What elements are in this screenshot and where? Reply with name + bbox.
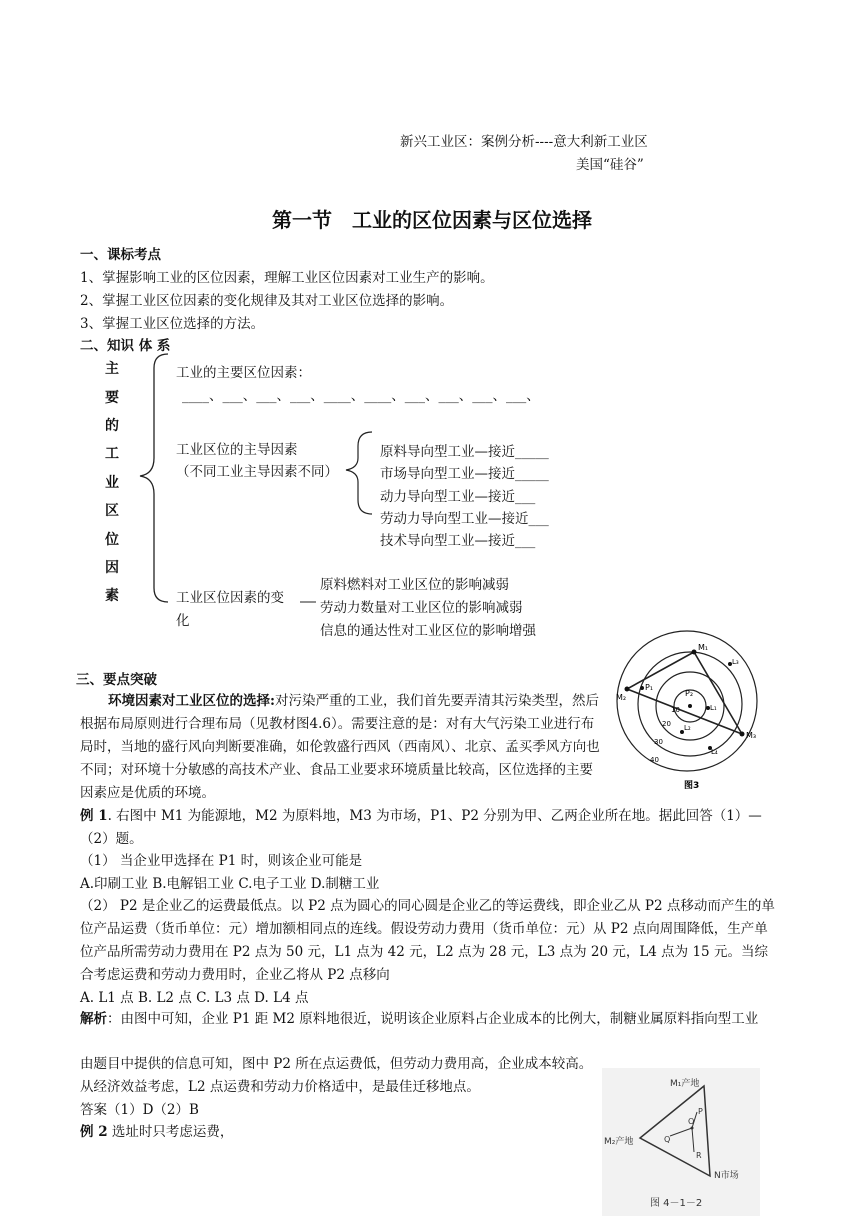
dominant-item: 劳动力导向型工业—接近___ bbox=[380, 511, 549, 527]
fig3-label-l3: L₃ bbox=[732, 658, 739, 666]
fig412-label-r: R bbox=[696, 1151, 702, 1160]
env-paragraph bbox=[80, 690, 600, 805]
dominant-factor-note: （不同工业主导因素不同） bbox=[176, 464, 338, 480]
section2-heading: 二、知识 体 系 bbox=[80, 338, 171, 354]
fig3-label-l2: L₂ bbox=[684, 724, 691, 732]
vertical-char: 的 bbox=[105, 418, 119, 434]
change-item: 信息的通达性对工业区位的影响增强 bbox=[320, 623, 536, 639]
section1-heading: 一、课标考点 bbox=[80, 247, 161, 263]
example1 bbox=[80, 805, 780, 851]
figure-3-diagram bbox=[612, 626, 780, 796]
example1-label: 例 1 bbox=[80, 808, 108, 824]
env-heading: 环境因素对工业区位的选择: bbox=[108, 693, 275, 709]
page-title: 第一节 工业的区位因素与区位选择 bbox=[272, 208, 592, 232]
change-label-cont: 化 bbox=[176, 613, 190, 629]
dominant-factor-label: 工业区位的主导因素 bbox=[176, 442, 298, 458]
vertical-char: 工 bbox=[105, 446, 119, 462]
dominant-item: 市场导向型工业—接近_____ bbox=[380, 466, 549, 482]
analysis-label: 解析 bbox=[80, 1011, 107, 1027]
fig3-label-l4: L₄ bbox=[711, 748, 718, 756]
example2-text: 选址时只考虑运费， bbox=[107, 1124, 234, 1140]
fig3-ring-30: 30 bbox=[654, 738, 663, 746]
figure-4-1-2-diagram bbox=[602, 1068, 760, 1216]
vertical-char: 素 bbox=[105, 588, 119, 604]
question-1: （1） 当企业甲选择在 P1 时，则该企业可能是 bbox=[80, 853, 363, 869]
example1-text: . 右图中 M1 为能源地，M2 为原料地，M3 为市场，P1、P2 分别为甲、乙两企业所在地。据此回答（1）—（2）题。 bbox=[80, 808, 762, 847]
vertical-char: 业 bbox=[105, 475, 119, 491]
question-2-options: A. L1 点 B. L2 点 C. L3 点 D. L4 点 bbox=[80, 990, 309, 1006]
env-text: 对污染严重的工业，我们首先要弄清其污染类型，然后根据布局原则进行合理布局（见教材图4.6）。需要注意的是：对有大气污染工业进行布局时，当地的盛行风向判断要准确，如伦敦盛行西风（西南风）、北京、孟买季风方向也不同；对环境十分敏感的高技术产业、食品工业要求环境质量比较高，区位选择的主要因素应是优质的环境。 bbox=[80, 693, 600, 801]
dominant-item: 原料导向型工业—接近_____ bbox=[380, 444, 549, 460]
change-label: 工业区位因素的变 bbox=[176, 590, 284, 606]
fig3-label-p1: P₁ bbox=[645, 683, 654, 692]
section1-item-3: 3、掌握工业区位选择的方法。 bbox=[80, 316, 265, 332]
vertical-char: 要 bbox=[105, 390, 119, 406]
question-2: （2） P2 是企业乙的运费最低点。以 P2 点为圆心的同心圆是企业乙的等运费线，即企业乙从 P2 点移动而产生的单位产品运费（货币单位：元）增加额相同点的连线。假设劳动力费用（货币单位：元）从 P2 点向周围降低，生产单位产品所需劳动力费用在 P2 点为 50 元，L1 点为 42 元，L2 点为 28 元，L3 点为 20 元，L4 点为 15 元。当综合考虑运费和劳动力费用时，企业乙将从 P2 点移向 bbox=[80, 898, 775, 983]
section3-heading: 三、要点突破 bbox=[76, 672, 157, 688]
fig412-caption: 图 4－1－2 bbox=[650, 1198, 703, 1209]
fig412-label-n: N市场 bbox=[714, 1171, 739, 1181]
example2-label: 例 2 bbox=[80, 1124, 108, 1140]
vertical-char: 位 bbox=[105, 532, 119, 548]
dominant-item: 动力导向型工业—接近___ bbox=[380, 489, 536, 505]
vertical-char: 区 bbox=[105, 503, 119, 519]
section1-item-2: 2、掌握工业区位因素的变化规律及其对工业区位选择的影响。 bbox=[80, 293, 454, 309]
fig3-ring-20: 20 bbox=[662, 720, 671, 728]
main-factors-blanks: ____、___、___、___、____、____、___、___、___、___、 bbox=[182, 388, 540, 404]
header-line-1: 新兴工业区：案例分析----意大利新工业区 bbox=[400, 134, 648, 150]
fig412-label-m1: M₁产地 bbox=[670, 1079, 700, 1089]
answer: 答案（1）D（2）B bbox=[80, 1102, 199, 1118]
main-factors-label: 工业的主要区位因素： bbox=[176, 365, 311, 381]
fig412-label-o: O bbox=[688, 1117, 695, 1126]
fig3-label-m2: M₂ bbox=[616, 693, 627, 702]
fig3-ring-10: 10 bbox=[671, 706, 680, 714]
change-item: 原料燃料对工业区位的影响减弱 bbox=[320, 577, 509, 593]
dominant-item: 技术导向型工业—接近___ bbox=[380, 533, 536, 549]
change-item: 劳动力数量对工业区位的影响减弱 bbox=[320, 600, 523, 616]
fig412-label-p: P bbox=[698, 1107, 703, 1116]
vertical-char: 因 bbox=[105, 560, 119, 576]
fig3-ring-40: 40 bbox=[650, 756, 659, 764]
fig412-label-q: Q bbox=[664, 1135, 671, 1144]
header-line-2: 美国“硅谷” bbox=[576, 157, 644, 173]
fig3-label-l1: L₁ bbox=[710, 704, 717, 712]
fig3-caption: 图3 bbox=[684, 781, 700, 791]
analysis-2: 由题目中提供的信息可知，图中 P2 所在点运费低，但劳动力费用高，企业成本较高。从经济效益考虑，L2 点运费和劳动力价格适中，是最佳迁移地点。 bbox=[80, 1056, 593, 1095]
fig412-label-m2: M₂产地 bbox=[604, 1137, 634, 1147]
question-1-options: A.印刷工业 B.电解铝工业 C.电子工业 D.制糖工业 bbox=[80, 876, 380, 892]
analysis-text: ：由图中可知，企业 P1 距 M2 原料地很近，说明该企业原料占企业成本的比例大，制糖业属原料指向型工业 bbox=[107, 1011, 759, 1027]
section1-item-1: 1、掌握影响工业的区位因素，理解工业区位因素对工业生产的影响。 bbox=[80, 270, 494, 286]
fig3-label-m1: M₁ bbox=[698, 643, 709, 652]
fig3-label-p2: P₂ bbox=[685, 689, 694, 698]
fig3-label-m3: M₃ bbox=[746, 731, 757, 740]
analysis bbox=[80, 1008, 780, 1031]
vertical-char: 主 bbox=[105, 361, 119, 377]
